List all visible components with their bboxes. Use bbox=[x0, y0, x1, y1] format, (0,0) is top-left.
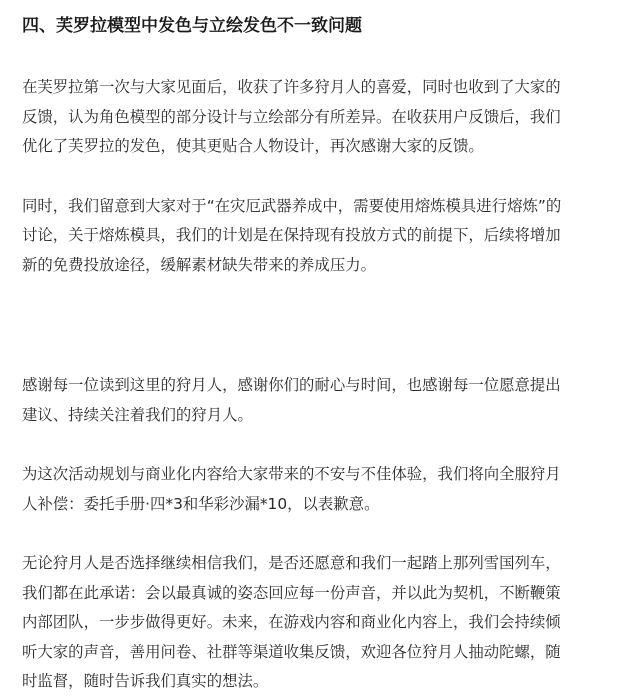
paragraph-line: 反馈，认为角色模型的部分设计与立绘部分有所差异。在收获用户反馈后，我们 bbox=[22, 107, 561, 126]
paragraph-line: 感谢每一位读到这里的狩月人，感谢你们的耐心与时间，也感谢每一位愿意提出 bbox=[22, 376, 561, 394]
paragraph-line: 同时，我们留意到大家对于“在灾厄武器养成中，需要使用熔炼模具进行熔炼”的 bbox=[22, 196, 562, 215]
paragraph-line: 无论狩月人是否选择继续相信我们，是否还愿意和我们一起踏上那列雪国列车， bbox=[22, 554, 561, 572]
paragraph-spacer bbox=[22, 519, 617, 549]
paragraph-hair-color-feedback bbox=[22, 73, 617, 162]
paragraph-line: 时监督，随时告诉我们真实的想法。 bbox=[22, 672, 269, 690]
paragraph-line: 新的免费投放途径，缓解素材缺失带来的养成压力。 bbox=[22, 255, 376, 274]
paragraph-commitment bbox=[22, 549, 617, 697]
section-spacer bbox=[22, 280, 617, 371]
paragraph-spacer bbox=[22, 162, 617, 192]
paragraph-spacer bbox=[22, 430, 617, 460]
section-heading: 四、芙罗拉模型中发色与立绘发色不一致问题 bbox=[22, 16, 362, 36]
paragraph-line: 人补偿：委托手册·四*3和华彩沙漏*10，以表歉意。 bbox=[22, 494, 380, 513]
paragraph-line: 内部团队，一步步做得更好。未来，在游戏内容和商业化内容上，我们会持续倾 bbox=[22, 613, 561, 631]
paragraph-smelting-mold bbox=[22, 192, 617, 281]
paragraph-line: 在芙罗拉第一次与大家见面后，收获了许多狩月人的喜爱，同时也收到了大家的 bbox=[22, 78, 561, 96]
paragraph-thanks bbox=[22, 371, 617, 430]
paragraph-line: 听大家的声音，善用问卷、社群等渠道收集反馈，欢迎各位狩月人抽动陀螺，随 bbox=[22, 642, 561, 661]
paragraph-line: 建议、持续关注着我们的狩月人。 bbox=[22, 405, 253, 424]
paragraph-compensation bbox=[22, 460, 617, 519]
paragraph-line: 优化了芙罗拉的发色，使其更贴合人物设计，再次感谢大家的反馈。 bbox=[22, 137, 484, 155]
paragraph-line: 我们都在此承诺：会以最真诚的姿态回应每一份声音，并以此为契机，不断鞭策 bbox=[22, 583, 561, 602]
paragraph-line: 为这次活动规划与商业化内容给大家带来的不安与不佳体验，我们将向全服狩月 bbox=[22, 465, 561, 483]
paragraph-line: 讨论，关于熔炼模具，我们的计划是在保持现有投放方式的前提下，后续将增加 bbox=[22, 226, 561, 244]
